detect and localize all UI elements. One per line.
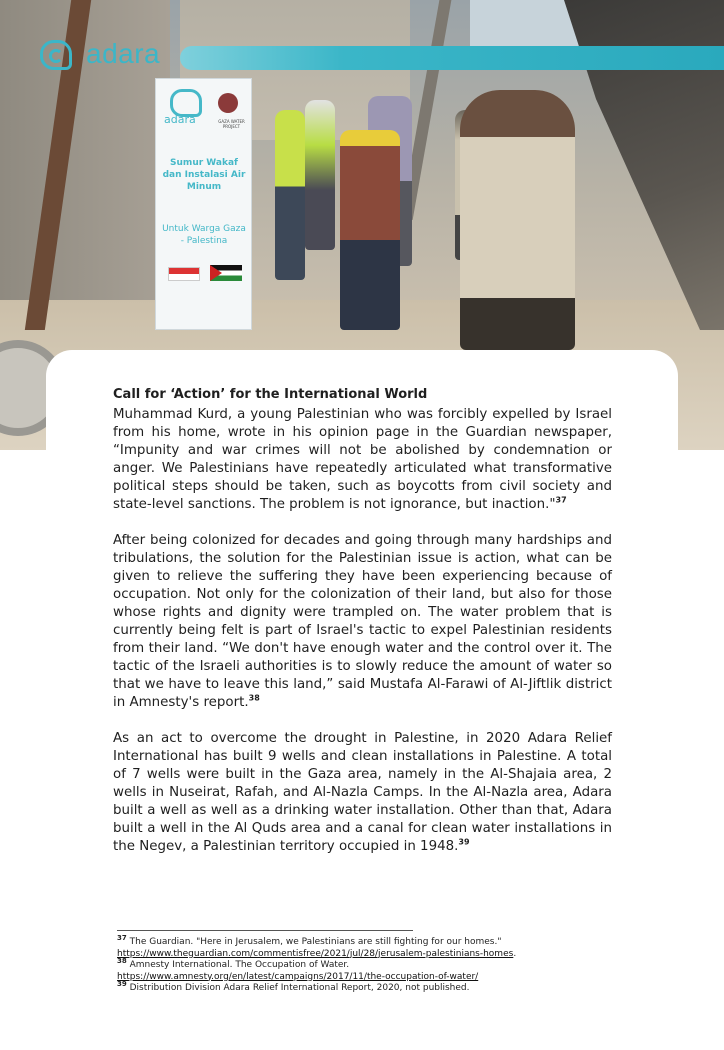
header-accent-bar xyxy=(180,46,724,70)
footnote-number: 38 xyxy=(117,957,127,965)
footnote-number: 37 xyxy=(117,934,127,942)
footnote-item xyxy=(117,980,617,995)
article-heading: Call for ‘Action’ for the International World xyxy=(113,387,428,402)
worker-figure xyxy=(305,100,335,250)
article-paragraph xyxy=(113,730,612,856)
worker-figure xyxy=(340,130,400,330)
banner-org-text: GAZA WATER PROJECT xyxy=(218,119,245,129)
footnote-link[interactable]: https://www.amnesty.org/en/latest/campaigns/2017/11/the-occupation-of-water/ xyxy=(117,971,479,982)
article-body xyxy=(113,386,612,856)
footnote-ref: 37 xyxy=(555,495,567,505)
footnote-link[interactable]: https://www.theguardian.com/commentisfree/2021/jul/28/jerusalem-palestinians-homes xyxy=(117,948,514,959)
footnote-divider xyxy=(117,930,413,931)
indonesia-flag-icon xyxy=(168,267,200,281)
footnote-ref: 38 xyxy=(248,693,260,703)
footnotes xyxy=(117,934,617,995)
banner-title: Sumur Wakaf dan Instalasi Air Minum xyxy=(162,158,246,192)
palestine-flag-icon xyxy=(210,265,242,281)
footnote-text: The Guardian. "Here in Jerusalem, we Palestinians are still fighting for our homes." xyxy=(129,937,502,947)
standing-banner xyxy=(155,78,252,330)
banner-logo-text: adara xyxy=(164,113,196,126)
footnote-item xyxy=(117,957,617,983)
brand-name: adara xyxy=(86,38,161,69)
article-paragraph xyxy=(113,406,612,514)
paragraph-text: Muhammad Kurd, a young Palestinian who was forcibly expelled by Israel from his home, wrote in his opinion page in the Guardian newspaper, “Impunity and war crimes will not be abolished by condemnation or anger. We Palestinians have repeatedly articulated what transformative political steps should be taken, such as boycotts from civil society and state-level sanctions. The problem is not ignorance, but inaction." xyxy=(113,407,612,512)
footnote-text: Amnesty International. The Occupation of Water. xyxy=(129,960,350,970)
footnote-item xyxy=(117,934,617,960)
paragraph-text: After being colonized for decades and going through many hardships and tribulations, the solution for the Palestinian issue is action, what can be given to relieve the suffering they have been experiencing because of occupation. Not only for the colonization of their land, but also for those whose rights and dignity were trampled on. The water problem that is currently being felt is part of Israel's tactic to expel Palestinian residents from their land. “We don't have enough water and the control over it. The tactic of the Israeli authorities is to slowly reduce the amount of water so that we have to leave this land,” said Mustafa Al-Farawi of Al-Jiftlik district in Amnesty's report. xyxy=(113,533,612,710)
worker-figure xyxy=(275,110,305,280)
worker-figure xyxy=(460,90,575,350)
footnote-number: 39 xyxy=(117,980,127,988)
adara-logo-icon xyxy=(40,40,72,70)
article-paragraph xyxy=(113,532,612,712)
footnote-text: Distribution Division Adara Relief International Report, 2020, not published. xyxy=(129,983,470,993)
footnote-tail: . xyxy=(513,948,517,959)
partner-emblem-icon xyxy=(218,93,238,113)
banner-subtitle: Untuk Warga Gaza - Palestina xyxy=(162,224,246,246)
footnote-ref: 39 xyxy=(458,837,470,847)
paragraph-text: As an act to overcome the drought in Palestine, in 2020 Adara Relief International has built 9 wells and clean installations in Palestine. A total of 7 wells were built in the Gaza area, namely in the Al-Shajaia area, 2 wells in Nuseirat, Rafah, and Al-Nazla Camps. In the Al-Nazla area, Adara built a well as well as a drinking water installation. Other than that, Adara built a well in the Al Quds area and a canal for clean water installations in the Negev, a Palestinian territory occupied in 1948. xyxy=(113,731,612,854)
